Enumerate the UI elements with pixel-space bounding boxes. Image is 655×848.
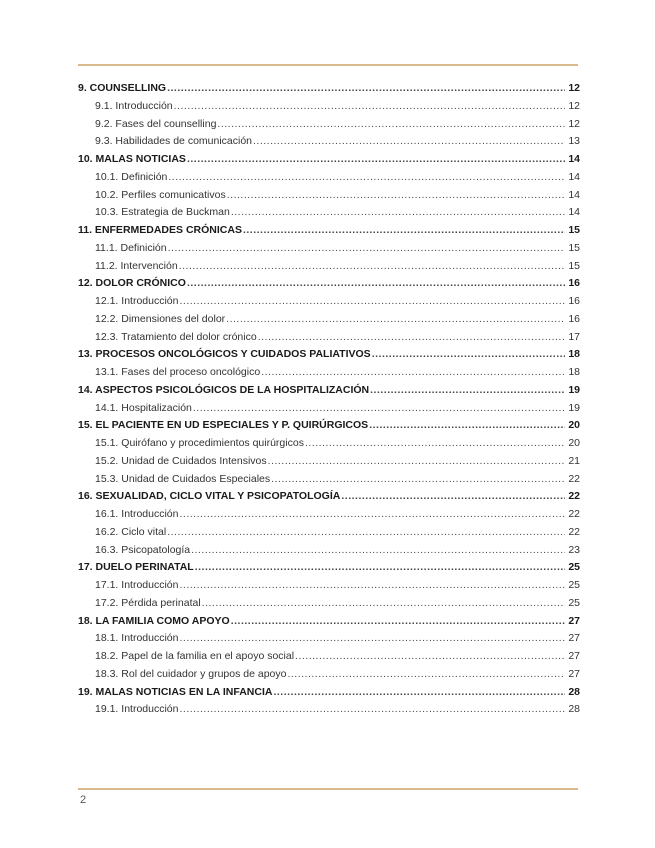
footer-rule: [78, 788, 578, 790]
toc-entry-page: 27: [568, 650, 580, 662]
toc-section-entry[interactable]: [78, 595, 580, 613]
toc-entry-title: 11. ENFERMEDADES CRÓNICAS: [78, 224, 242, 236]
toc-entry-title: 17.2. Pérdida perinatal: [95, 596, 201, 609]
toc-chapter-entry[interactable]: [78, 613, 580, 631]
toc-entry-title: 13.1. Fases del proceso oncológico: [95, 366, 261, 378]
toc-section-entry[interactable]: [78, 630, 580, 648]
toc-dot-leader: [187, 151, 565, 169]
toc-dot-leader: [226, 311, 565, 329]
toc-section-entry[interactable]: [78, 435, 580, 453]
toc-entry-title: 19.1. Introducción: [95, 703, 179, 716]
toc-entry-title: 15.1. Quirófano y procedimientos quirúrgicos: [95, 437, 304, 449]
toc-entry-title: 16.1. Introducción: [95, 508, 179, 520]
toc-section-entry[interactable]: [78, 258, 580, 276]
toc-dot-leader: [179, 630, 565, 648]
toc-section-entry[interactable]: [78, 311, 580, 329]
toc-dot-leader: [305, 435, 565, 453]
page-number: 2: [80, 794, 87, 806]
toc-entry-page: 28: [568, 685, 580, 698]
toc-dot-leader: [179, 577, 565, 595]
toc-entry-page: 22: [568, 472, 580, 485]
toc-chapter-entry[interactable]: [78, 684, 580, 702]
toc-dot-leader: [217, 116, 565, 134]
toc-entry-title: 18.2. Papel de la familia en el apoyo social: [95, 650, 295, 662]
toc-entry-page: 18: [568, 366, 580, 378]
toc-entry-title: 15.2. Unidad de Cuidados Intensivos: [95, 454, 267, 467]
toc-entry-page: 14: [568, 206, 580, 219]
toc-entry-title: 12. DOLOR CRÓNICO: [78, 277, 186, 290]
toc-section-entry[interactable]: [78, 506, 580, 524]
toc-entry-page: 12: [568, 99, 580, 112]
toc-entry-page: 13: [568, 135, 580, 148]
toc-entry-page: 14: [568, 170, 580, 183]
toc-dot-leader: [168, 240, 565, 258]
toc-entry-page: 14: [568, 153, 580, 165]
toc-dot-leader: [168, 169, 565, 187]
toc-entry-page: 19: [568, 401, 580, 414]
toc-chapter-entry[interactable]: [78, 382, 580, 400]
toc-dot-leader: [243, 222, 565, 240]
toc-entry-title: 16.2. Ciclo vital: [95, 525, 167, 538]
toc-entry-page: 20: [568, 419, 580, 432]
toc-section-entry[interactable]: [78, 701, 580, 719]
toc-dot-leader: [271, 471, 565, 489]
toc-dot-leader: [341, 488, 565, 506]
toc-entry-page: 16: [568, 277, 580, 290]
toc-entry-title: 11.1. Definición: [95, 241, 167, 254]
toc-entry-title: 12.3. Tratamiento del dolor crónico: [95, 330, 257, 343]
toc-entry-title: 19. MALAS NOTICIAS EN LA INFANCIA: [78, 685, 273, 698]
toc-section-entry[interactable]: [78, 240, 580, 258]
toc-dot-leader: [231, 613, 565, 631]
toc-chapter-entry[interactable]: [78, 417, 580, 435]
toc-entry-page: 12: [568, 117, 580, 130]
toc-section-entry[interactable]: [78, 187, 580, 205]
toc-dot-leader: [191, 542, 565, 560]
toc-dot-leader: [179, 701, 565, 719]
toc-section-entry[interactable]: [78, 666, 580, 684]
toc-chapter-entry[interactable]: [78, 346, 580, 364]
toc-dot-leader: [231, 204, 565, 222]
toc-dot-leader: [261, 364, 565, 382]
toc-dot-leader: [202, 595, 565, 613]
toc-dot-leader: [253, 133, 565, 151]
toc-entry-title: 15. EL PACIENTE EN UD ESPECIALES Y P. QUIRÚRGICOS: [78, 419, 369, 432]
toc-entry-title: 17.1. Introducción: [95, 579, 179, 591]
toc-section-entry[interactable]: [78, 577, 580, 595]
table-of-contents: [78, 80, 580, 719]
toc-entry-title: 18. LA FAMILIA COMO APOYO: [78, 614, 230, 627]
toc-entry-title: 12.1. Introducción: [95, 295, 179, 307]
toc-entry-title: 9.1. Introducción: [95, 99, 173, 112]
toc-chapter-entry[interactable]: [78, 80, 580, 98]
toc-entry-title: 14. ASPECTOS PSICOLÓGICOS DE LA HOSPITALIZACIÓN: [78, 383, 370, 396]
toc-entry-title: 15.3. Unidad de Cuidados Especiales: [95, 472, 271, 485]
toc-dot-leader: [273, 684, 565, 702]
toc-dot-leader: [268, 453, 565, 471]
toc-entry-page: 25: [568, 596, 580, 609]
toc-section-entry[interactable]: [78, 453, 580, 471]
toc-entry-title: 9.2. Fases del counselling: [95, 117, 217, 130]
toc-entry-page: 15: [568, 259, 580, 272]
toc-dot-leader: [295, 648, 565, 666]
toc-section-entry[interactable]: [78, 116, 580, 134]
toc-entry-page: 15: [568, 241, 580, 254]
toc-entry-page: 25: [568, 561, 580, 574]
toc-dot-leader: [372, 346, 565, 364]
toc-entry-page: 22: [568, 490, 580, 503]
toc-entry-title: 16. SEXUALIDAD, CICLO VITAL Y PSICOPATOLOGÍA: [78, 490, 341, 503]
toc-entry-title: 14.1. Hospitalización: [95, 401, 192, 414]
toc-entry-page: 23: [568, 543, 580, 556]
toc-entry-title: 18.1. Introducción: [95, 632, 179, 645]
toc-entry-page: 20: [568, 437, 580, 449]
toc-entry-page: 22: [568, 508, 580, 520]
toc-chapter-entry[interactable]: [78, 559, 580, 577]
toc-entry-page: 21: [568, 454, 580, 467]
toc-dot-leader: [369, 417, 565, 435]
toc-section-entry[interactable]: [78, 542, 580, 560]
toc-dot-leader: [227, 187, 565, 205]
toc-entry-page: 19: [568, 383, 580, 396]
toc-entry-title: 10.3. Estrategia de Buckman: [95, 206, 230, 219]
toc-dot-leader: [179, 293, 565, 311]
toc-chapter-entry[interactable]: [78, 151, 580, 169]
toc-entry-page: 27: [568, 632, 580, 645]
toc-dot-leader: [179, 258, 565, 276]
toc-entry-title: 11.2. Intervención: [95, 259, 178, 272]
toc-section-entry[interactable]: [78, 524, 580, 542]
toc-entry-page: 27: [568, 614, 580, 627]
toc-section-entry[interactable]: [78, 293, 580, 311]
toc-entry-title: 12.2. Dimensiones del dolor: [95, 312, 226, 325]
toc-dot-leader: [370, 382, 565, 400]
toc-entry-page: 12: [568, 82, 580, 94]
toc-dot-leader: [187, 275, 565, 293]
toc-entry-page: 28: [568, 703, 580, 716]
toc-section-entry[interactable]: [78, 204, 580, 222]
toc-entry-page: 22: [568, 525, 580, 538]
toc-chapter-entry[interactable]: [78, 488, 580, 506]
toc-entry-page: 16: [568, 295, 580, 307]
toc-section-entry[interactable]: [78, 133, 580, 151]
toc-section-entry[interactable]: [78, 364, 580, 382]
toc-section-entry[interactable]: [78, 400, 580, 418]
toc-entry-title: 10. MALAS NOTICIAS: [78, 153, 186, 165]
toc-dot-leader: [195, 559, 565, 577]
toc-entry-page: 25: [568, 579, 580, 591]
toc-entry-title: 18.3. Rol del cuidador y grupos de apoyo: [95, 667, 287, 680]
toc-dot-leader: [193, 400, 565, 418]
toc-entry-title: 9.3. Habilidades de comunicación: [95, 135, 253, 148]
header-rule: [78, 64, 578, 66]
toc-dot-leader: [167, 524, 565, 542]
toc-entry-page: 14: [568, 188, 580, 201]
toc-entry-page: 17: [568, 330, 580, 343]
toc-chapter-entry[interactable]: [78, 222, 580, 240]
toc-dot-leader: [167, 80, 565, 98]
toc-entry-title: 17. DUELO PERINATAL: [78, 561, 194, 574]
toc-entry-title: 9. COUNSELLING: [78, 82, 167, 94]
toc-dot-leader: [287, 666, 565, 684]
toc-entry-title: 16.3. Psicopatología: [95, 543, 191, 556]
toc-entry-page: 18: [568, 348, 580, 361]
toc-chapter-entry[interactable]: [78, 275, 580, 293]
toc-entry-title: 10.1. Definición: [95, 170, 168, 183]
toc-entry-page: 15: [568, 224, 580, 236]
toc-section-entry[interactable]: [78, 98, 580, 116]
toc-section-entry[interactable]: [78, 471, 580, 489]
toc-entry-title: 10.2. Perfiles comunicativos: [95, 188, 226, 201]
toc-entry-page: 27: [568, 667, 580, 680]
toc-section-entry[interactable]: [78, 329, 580, 347]
toc-dot-leader: [258, 329, 565, 347]
toc-dot-leader: [174, 98, 565, 116]
toc-section-entry[interactable]: [78, 648, 580, 666]
toc-section-entry[interactable]: [78, 169, 580, 187]
toc-dot-leader: [179, 506, 565, 524]
toc-entry-title: 13. PROCESOS ONCOLÓGICOS Y CUIDADOS PALIATIVOS: [78, 348, 371, 361]
toc-entry-page: 16: [568, 312, 580, 325]
